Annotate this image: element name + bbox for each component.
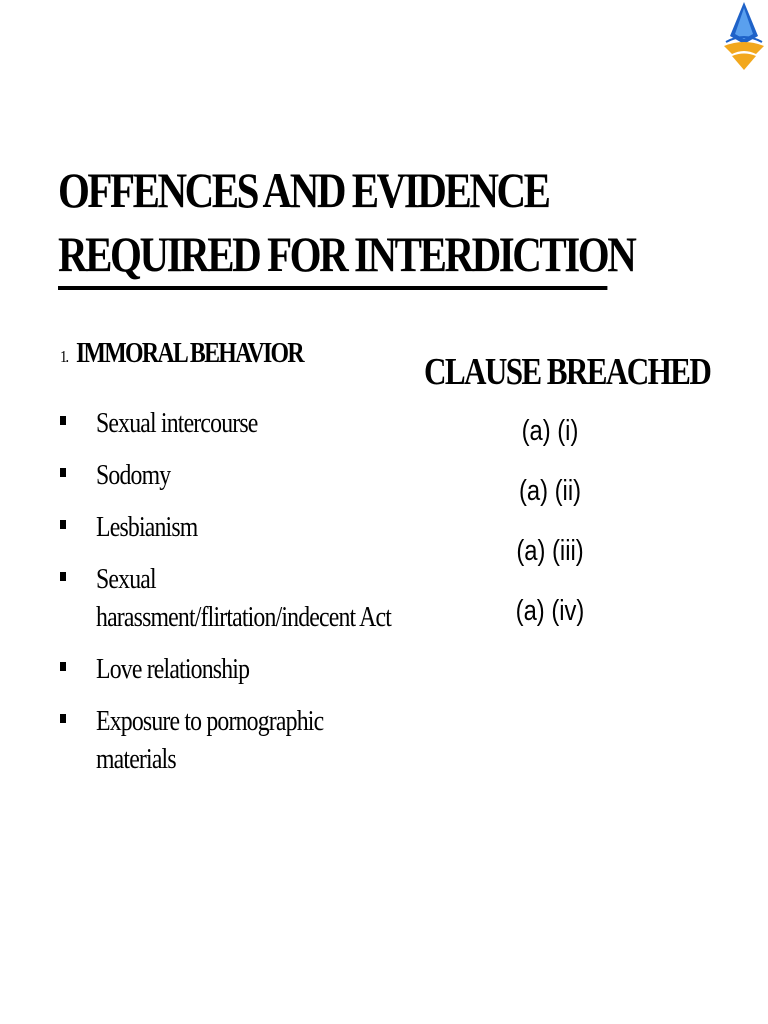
list-item: [60, 404, 380, 442]
list-item-label: Sexual harassment/flirtation/indecent Act: [96, 563, 392, 633]
page-title: [58, 158, 635, 290]
section-heading-label: IMMORAL BEHAVIOR: [75, 338, 303, 369]
section-heading: [60, 338, 303, 370]
offence-list: [60, 404, 392, 792]
list-item: [60, 508, 380, 546]
clause-value: (a) (i): [521, 415, 579, 447]
section-number: 1.: [60, 347, 68, 366]
list-item-label: Love relationship: [96, 653, 250, 685]
list-item-label: Lesbianism: [96, 511, 198, 543]
title-line-2: REQUIRED FOR INTERDICTION: [58, 222, 607, 290]
list-item: [60, 702, 380, 778]
clause-list: [440, 412, 660, 652]
list-item-label: Sodomy: [96, 459, 171, 491]
triangle-emblem-icon: [722, 2, 766, 72]
clause-value: (a) (ii): [518, 475, 582, 507]
bullet-icon: [60, 572, 66, 581]
list-item-label: Sexual intercourse: [96, 407, 258, 439]
list-item: [60, 456, 380, 494]
title-line-1: OFFENCES AND EVIDENCE: [58, 162, 549, 218]
bullet-icon: [60, 416, 66, 425]
logo: [722, 2, 766, 72]
clause-value: (a) (iv): [515, 595, 585, 627]
list-item-label: Exposure to pornographic materials: [96, 705, 324, 775]
bullet-icon: [60, 662, 66, 671]
bullet-icon: [60, 714, 66, 723]
list-item: [60, 560, 392, 636]
clause-heading: CLAUSE BREACHED: [424, 351, 711, 393]
bullet-icon: [60, 520, 66, 529]
bullet-icon: [60, 468, 66, 477]
list-item: [60, 650, 380, 688]
clause-value: (a) (iii): [516, 535, 584, 567]
